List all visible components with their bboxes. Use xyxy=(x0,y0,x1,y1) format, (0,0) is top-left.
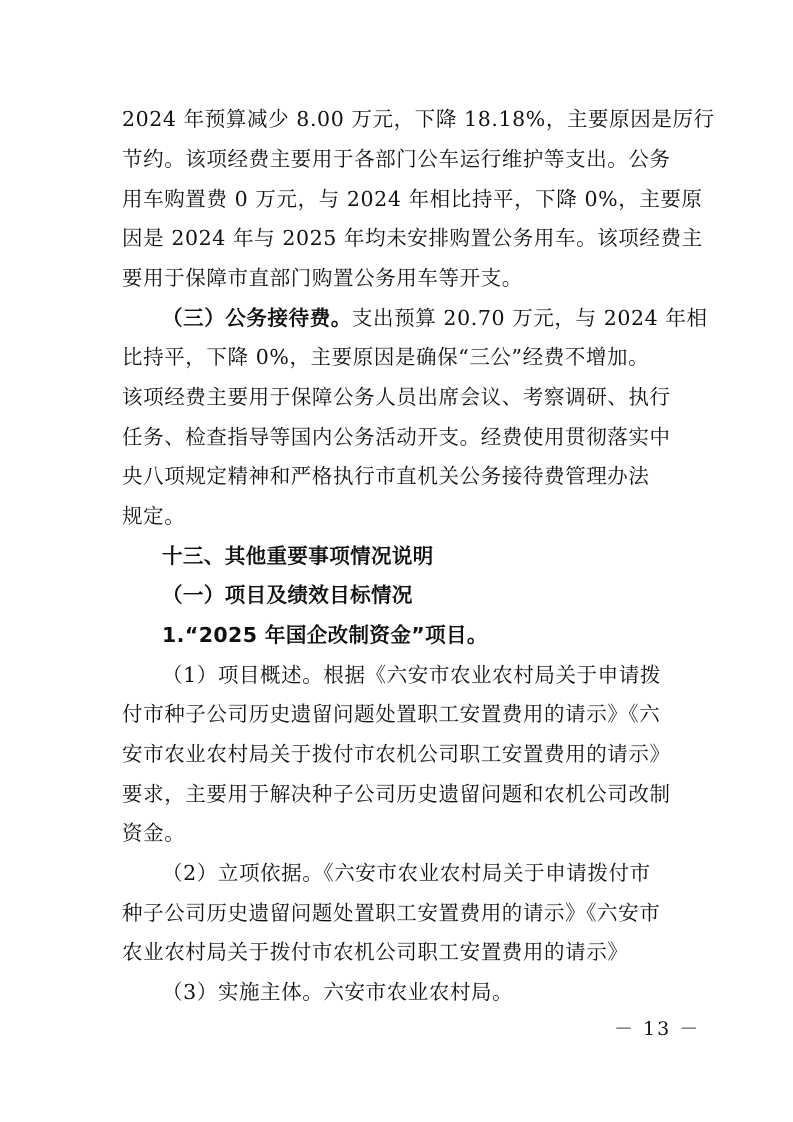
body-text-line: 安市农业农村局关于拨付市农机公司职工安置费用的请示》 xyxy=(122,742,671,766)
body-text-line: 央八项规定精神和严格执行市直机关公务接待费管理办法 xyxy=(122,464,650,488)
body-text-line: 任务、检查指导等国内公务活动开支。经费使用贯彻落实中 xyxy=(122,425,671,449)
body-text-line: 该项经费主要用于保障公务人员出席会议、考察调研、执行 xyxy=(122,385,671,409)
reception-fee-text: 支出预算 20.70 万元，与 2024 年相 xyxy=(351,306,708,330)
subsection-heading: （一）项目及绩效目标情况 xyxy=(162,583,413,607)
body-text-line: （1）项目概述。根据《六安市农业农村局关于申请拨 xyxy=(162,663,661,687)
body-text-line: 因是 2024 年与 2025 年均未安排购置公务用车。该项经费主 xyxy=(122,226,703,250)
body-text-line: 规定。 xyxy=(122,504,186,528)
body-text-line: 资金。 xyxy=(122,821,186,845)
body-text-line: 种子公司历史遗留问题处置职工安置费用的请示》《六安市 xyxy=(122,901,661,925)
body-text-line: 农业农村局关于拨付市农机公司职工安置费用的请示》 xyxy=(122,940,629,964)
body-text-line: 付市种子公司历史遗留问题处置职工安置费用的请示》《六 xyxy=(122,702,661,726)
reception-fee-heading: （三）公务接待费。 xyxy=(162,306,352,330)
body-text-line: 比持平，下降 0%，主要原因是确保“三公”经费不增加。 xyxy=(122,345,650,369)
page-number: － 13 － xyxy=(614,1018,701,1040)
body-text-line: 节约。该项经费主要用于各部门公车运行维护等支出。公务 xyxy=(122,147,671,171)
body-text-line: （3）实施主体。六安市农业农村局。 xyxy=(162,980,514,1004)
section-heading: 十三、其他重要事项情况说明 xyxy=(162,544,434,568)
project-title: 1.“2025 年国企改制资金”项目。 xyxy=(162,623,488,647)
body-text-line: （2）立项依据。《六安市农业农村局关于申请拨付市 xyxy=(162,861,651,885)
body-text-line: 要用于保障市直部门购置公务用车等开支。 xyxy=(122,266,523,290)
reception-fee-paragraph-start xyxy=(162,304,708,332)
body-text-line: 用车购置费 0 万元，与 2024 年相比持平，下降 0%，主要原 xyxy=(122,187,703,211)
body-text-line: 2024 年预算减少 8.00 万元，下降 18.18%，主要原因是厉行 xyxy=(122,107,715,131)
body-text-line: 要求，主要用于解决种子公司历史遗留问题和农机公司改制 xyxy=(122,782,671,806)
